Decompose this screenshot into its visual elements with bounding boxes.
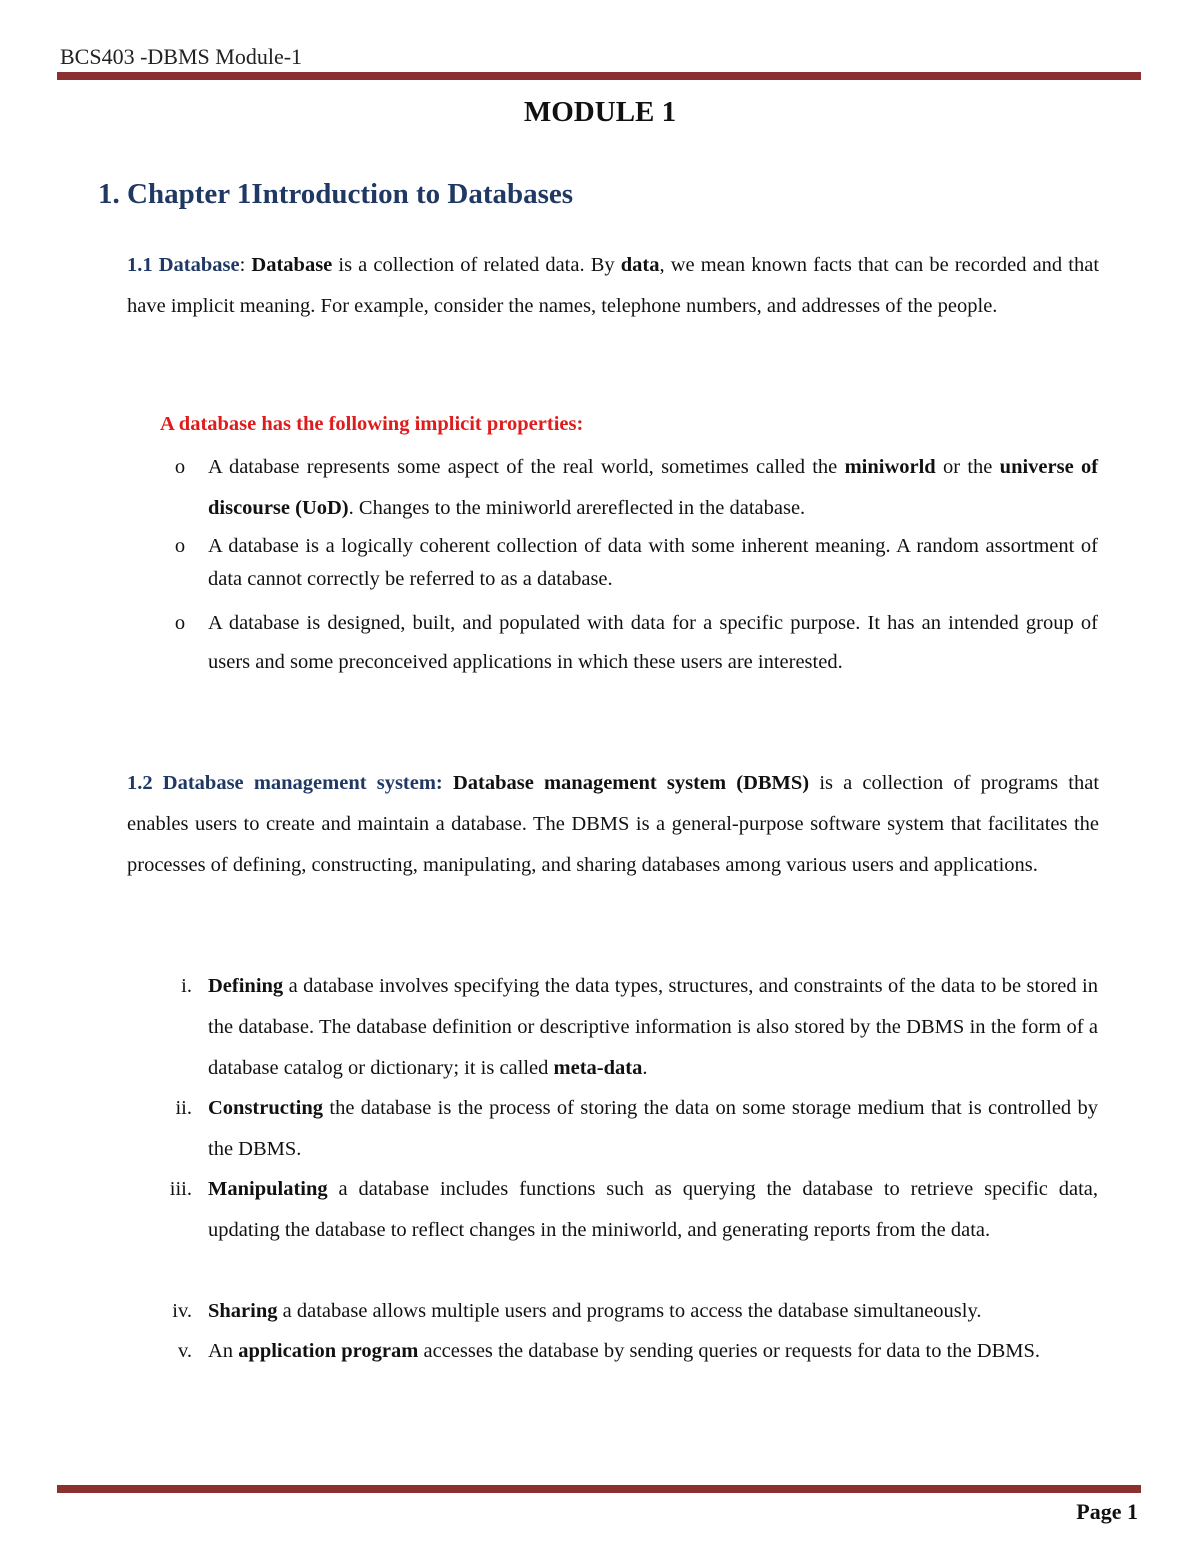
bullet-text-mid: or the [942, 456, 993, 478]
section-1-2-number: 1.2 [127, 772, 153, 794]
bullet-term-uod: universe of discourse (UoD) [208, 456, 1099, 519]
list-item-text: a database includes functions such as querying the database to retrieve specific data, updating the database to reflect changes in the miniworld, and generating reports from the data. [208, 1178, 1099, 1241]
list-item-term: application program [238, 1340, 419, 1362]
section-1-1-text: is a collection of related data. By [338, 254, 615, 276]
section-1-1-number: 1.1 [127, 254, 153, 276]
list-item-term: Manipulating [208, 1178, 328, 1200]
list-item-text: the database is the process of storing the data on some storage medium that is controlled by the DBMS. [208, 1097, 1099, 1160]
list-item-number: i. [181, 975, 192, 997]
list-item-text: a database involves specifying the data types, structures, and constraints of the data to be stored in the database. The database definition or descriptive information is also stored by the DBMS in the form of a database catalog or dictionary; it is called [208, 975, 1098, 1079]
list-item-text: a database allows multiple users and programs to access the database simultaneously. [282, 1300, 982, 1322]
bullet-text: A database is designed, built, and populated with data for a specific purpose. It has an intended group of users and some preconceived applications in which these users are interested. [208, 612, 1098, 673]
list-item-end: . [642, 1057, 648, 1079]
list-item-number: ii. [175, 1097, 192, 1119]
section-1-1-term-data: data [620, 254, 660, 276]
list-item-term: Defining [208, 975, 284, 997]
section-1-2-term: Database management system (DBMS) [452, 772, 810, 794]
section-1-1-heading: Database [158, 254, 240, 276]
module-title: MODULE 1 [523, 96, 677, 128]
section-1-2-heading: Database management system: [162, 772, 443, 794]
bullet-marker: o [174, 612, 186, 634]
section-1-1-term: Database [251, 254, 333, 276]
section-1-1-colon: : [239, 254, 246, 276]
page-header-title: BCS403 -DBMS Module-1 [60, 44, 303, 69]
header-rule [57, 72, 1141, 80]
bullet-marker: o [174, 535, 186, 557]
bullet-text: A database represents some aspect of the real world, sometimes called the [208, 456, 838, 478]
list-item-number: iv. [172, 1300, 192, 1322]
bullet-term-miniworld: miniworld [844, 456, 936, 478]
bullet-marker: o [174, 456, 186, 478]
section-1-1 [127, 245, 1099, 327]
bullet-text-post: . Changes to the miniworld arereflected in the database. [348, 497, 806, 519]
list-item-term-metadata: meta-data [553, 1057, 643, 1079]
list-item-term: Constructing [208, 1097, 324, 1119]
list-item-term: Sharing [208, 1300, 278, 1322]
page-number: Page 1 [1076, 1499, 1138, 1524]
properties-heading: A database has the following implicit properties: [160, 413, 584, 435]
chapter-title: 1. Chapter 1Introduction to Databases [98, 178, 574, 210]
list-item-number: iii. [169, 1178, 192, 1200]
list-item-number: v. [177, 1340, 192, 1362]
footer-rule [57, 1485, 1141, 1493]
section-1-2-text: is a collection of programs that enables users to create and maintain a database. The DBMS is a general-purpose software system that facilitates the processes of defining, constructing, manipulating, and sharing databases among various users and applications. [127, 772, 1100, 876]
section-1-2 [127, 763, 1099, 886]
list-item-text: accesses the database by sending queries or requests for data to the DBMS. [423, 1340, 1041, 1362]
bullet-text: A database is a logically coherent collection of data with some inherent meaning. A random assortment of data cannot correctly be referred to as a database. [208, 535, 1098, 590]
section-1-1-text-2: , we mean known facts that can be recorded and that have implicit meaning. For example, consider the names, telephone numbers, and addresses of the people. [127, 254, 1100, 317]
list-item-pre: An [208, 1340, 234, 1362]
